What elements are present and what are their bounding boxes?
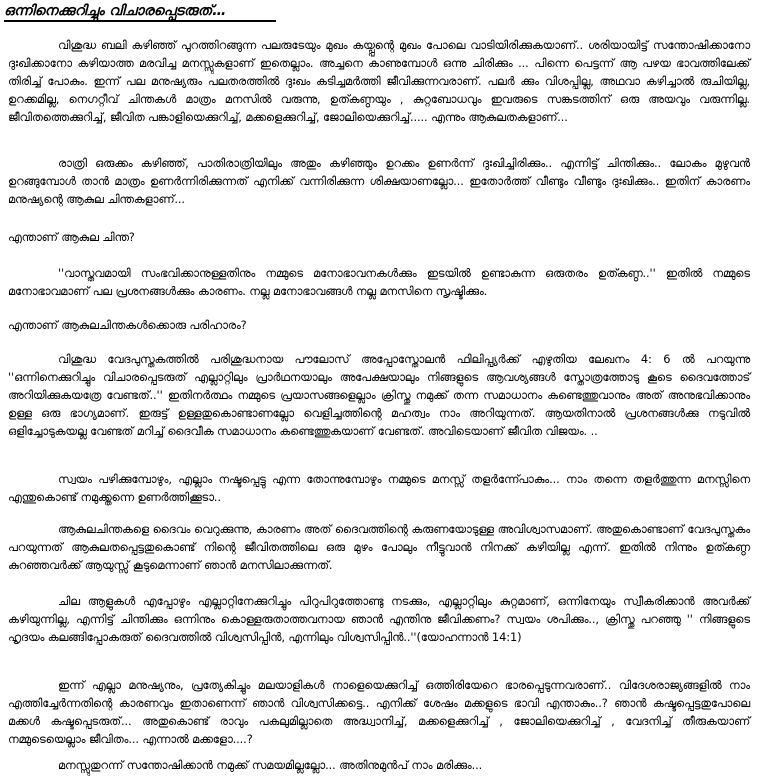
paragraph-3-question: എന്താണ് ആകുല ചിന്ത? (8, 230, 135, 244)
paragraph-9: ചില ആളുകൾ എപ്പോഴും എല്ലാറ്റിനേക്കുറിച്ചും പിറുപിറുത്തോണ്ടു നടക്കും, എല്ലാറ്റിലും കുറ്റമാണ്, ഒന്നിനേയും സ്വീകരിക്കാൻ അവർക്ക് കഴിയുന്നില്ല, എന്നിട്ട് ചിന്തിക്കും ഒന്നിനും കൊള്ളരുതാത്തവനായ ഞാൻ എന്തിനു ജീവിക്കണം? സ്വയം ശപിക്കും.., ക്രിസ്തു പറഞ്ഞു '' നിങ്ങളുടെ ഹൃദയം കലങ്ങിപ്പോകരുത് ദൈവത്തിൽ വിശ്വസിപ്പിൻ, എന്നിലും വിശ്വസിപ്പിൻ..''(യോഹന്നാൻ 14:1) (8, 594, 750, 644)
title-underline (4, 20, 276, 22)
paragraph-11: മനസ്സുതുറന്ന് സന്തോഷിക്കാൻ നമുക്ക് സമയമില്ലല്ലോ... അതിനുമുൻപ് നാം മരിക്കും... (58, 758, 483, 772)
paragraph-8: ആകുലചിന്തകളെ ദൈവം വെറുക്കുന്നു, കാരണം അത് ദൈവത്തിന്റെ കരുണയോടുള്ള അവിശ്വാസമാണ്. അതുകൊണ്ടാണ് വേദപുസ്തകം പറയുന്നത് ആകുലതപ്പെട്ടതുകൊണ്ട് നിന്റെ ജീവിതത്തിലെ ഒരു മുഴം പോലും നീട്ടുവാൻ നിനക്ക് കഴിയില്ല എന്ന്. ഇതിൽ നിന്നും ഉത്കണ്ഠ കുറഞ്ഞവർക്ക് ആയുസ്സ് കൂടുമെന്നാണ് ഞാൻ മനസിലാക്കുന്നത്. (8, 522, 750, 572)
paragraph-6: വിശുദ്ധ വേദപുസ്തകത്തിൽ പരിശുദ്ധനായ പൗലോസ് അപ്പോസ്തോലൻ ഫിലിപ്പ്യർക്ക് എഴുതിയ ലേഖനം 4: 6 ൽ പറയുന്നു ''ഒന്നിനെക്കുറിച്ചും വിചാരപ്പെടരുത് എല്ലാറ്റിലും പ്രാർഥനയാലും അപേക്ഷയാലും നിങ്ങളുടെ ആവശ്യങ്ങൾ സ്തോത്രത്തോടു കൂടെ ദൈവത്തോട് അറിയിക്കുകയത്രേ വേണ്ടത്..'' ഇതിനർത്ഥം നമ്മുടെ പ്രയാസങ്ങളെല്ലാം ക്രിസ്തു നമുക്ക് തന്ന സമാധാനം കണ്ടെത്തുവാനും അത് അനുഭവിക്കാനും ഉള്ള ഒരു ഭാഗ്യമാണ്. ഇരുട്ട് ഉള്ളതുകൊണ്ടാണല്ലോ വെളിച്ചത്തിന്റെ മഹത്വം നാം അറിയുന്നത്. ആയതിനാൽ പ്രശനങ്ങൾക്കു നടുവിൽ ഒളിച്ചോടുകയല്ല വേണ്ടത് മറിച്ച് ദൈവീക സമാധാനം കണ്ടെത്തുകയാണ് വേണ്ടത്. അവിടെയാണ് ജീവിത വിജയം. .. (8, 352, 750, 438)
paragraph-7: സ്വയം പഴിക്കുമ്പോഴും, എല്ലാം നഷ്ടപ്പെട്ടു എന്ന തോന്നുമ്പോഴും നമ്മുടെ മനസ്സ് തളർന്ന്പോകും... നാം തന്നെ തളർത്തുന്ന മനസ്സിനെ എന്തുകൊണ്ട് നമുക്ക്തന്നെ ഉണർത്തിക്കൂടാ.. (8, 472, 750, 504)
article-title: ഒന്നിനെക്കുറിച്ചും വിചാരപ്പെടരുത്… (4, 3, 227, 19)
paragraph-2: രാത്രി ഒരുക്കം കഴിഞ്ഞ്, പാതിരാത്രിയിലും അതും കഴിഞ്ഞും ഉറക്കം ഉണർന്ന് ദുഃഖിച്ചിരിക്കും.. എന്നിട്ട് ചിന്തിക്കും.. ലോകം മുഴുവൻ ഉറങ്ങുമ്പോൾ താൻ മാത്രം ഉണർന്നിരിക്കുന്നത് എനിക്ക് വന്നിരിക്കുന്ന ശിക്ഷയാണല്ലോ... ഇതോർത്ത് വീണ്ടും വീണ്ടും ദുഃഖിക്കും.. ഇതിന് കാരണം മനുഷ്യന്റെ ആകുല ചിന്തകളാണ്... (8, 156, 750, 206)
paragraph-10: ഇന്ന് എല്ലാ മനുഷ്യനും, പ്രത്യേകിച്ചും മലയാളികൾ നാളെയെക്കുറിച്ച് ഒത്തിരിയേറെ ഭാരപ്പെടുന്നവരാണ്.. വിദേശരാജ്യങ്ങളിൽ നാം എത്തിച്ചേർന്നതിന്റെ കാരണവും ഇതാണെന്ന് ഞാൻ വിശ്വസിക്കട്ടെ.. എനിക്ക് ശേഷം മക്കളുടെ ഭാവി എന്താകും..? ഞാൻ കഷ്ടപ്പെട്ടതുപോലെ മക്കൾ കഷ്ടപ്പെടരുത്... അതുകൊണ്ട് രാവും പകലുമില്ലാതെ അദ്ധ്വാനിച്ച്, മക്കളെക്കുറിച്ച് , ജോലിയെക്കുറിച്ച് , വേദനിച്ച് തീരുകയാണ് നമ്മുടെയെല്ലാം ജീവിതം... എന്നാൽ മക്കളോ....? (8, 678, 750, 746)
paragraph-5-question: എന്താണ് ആകുലചിന്തകൾക്കൊരു പരിഹാരം? (8, 318, 247, 332)
paragraph-4: ''വാസ്തവമായി സംഭവിക്കാനുള്ളതിനും നമ്മുടെ മനോഭാവനകൾക്കും ഇടയിൽ ഉണ്ടാകുന്ന ഒരുതരം ഉത്കണ്ഠ..'' ഇതിൽ നമ്മുടെ മനോഭാവമാണ് പല പ്രശനങ്ങൾക്കും കാരണം. നല്ല മനോഭാവങ്ങൾ നല്ല മനസിനെ സൃഷ്ടിക്കും. (8, 266, 750, 298)
paragraph-1: വിശുദ്ധ ബലി കഴിഞ്ഞ് പുറത്തിറങ്ങുന്ന പലരുടേയും മുഖം കയ്പ്പന്റെ മുഖം പോലെ വാടിയിരിക്കുകയാണ്.. ശരിയായിട്ട് സന്തോഷിക്കാനോ ദുഃഖിക്കാനോ കഴിയാത്ത മരവിച്ച മനസ്സുകളാണ് ഇതെല്ലാം. അച്ചനെ കാണുമ്പോൾ ഒന്നു ചിരിക്കും ... പിന്നെ പെട്ടന്ന് ആ പഴയ ഭാവത്തിലേക്ക് തിരിച്ച് പോകും. ഇന്ന് പല മനുഷ്യരും പലതരത്തിൽ ദുഃഖം കടിച്ചമർത്തി ജീവിക്കുന്നവരാണ്. പലർ ക്കും വിശപ്പില്ല, അഥവാ കഴിച്ചാൽ രുചിയില്ല, ഉറക്കമില്ല, നെഗറ്റീവ് ചിന്തകൾ മാത്രം മനസിൽ വരുന്നു, ഉത്കണ്ഠയും , കുറ്റബോധവും ഇവരുടെ സങ്കടത്തിന് ഒരു അയവും വരുന്നില്ല. ജീവിതത്തെക്കുറിച്ച്, ജീവിത പങ്കാളിയെക്കുറിച്ച്, മക്കളെക്കുറിച്ച്, ജോലിയെക്കുറിച്ച്..... എന്നും ആകുലതകളാണ്... (8, 38, 750, 124)
